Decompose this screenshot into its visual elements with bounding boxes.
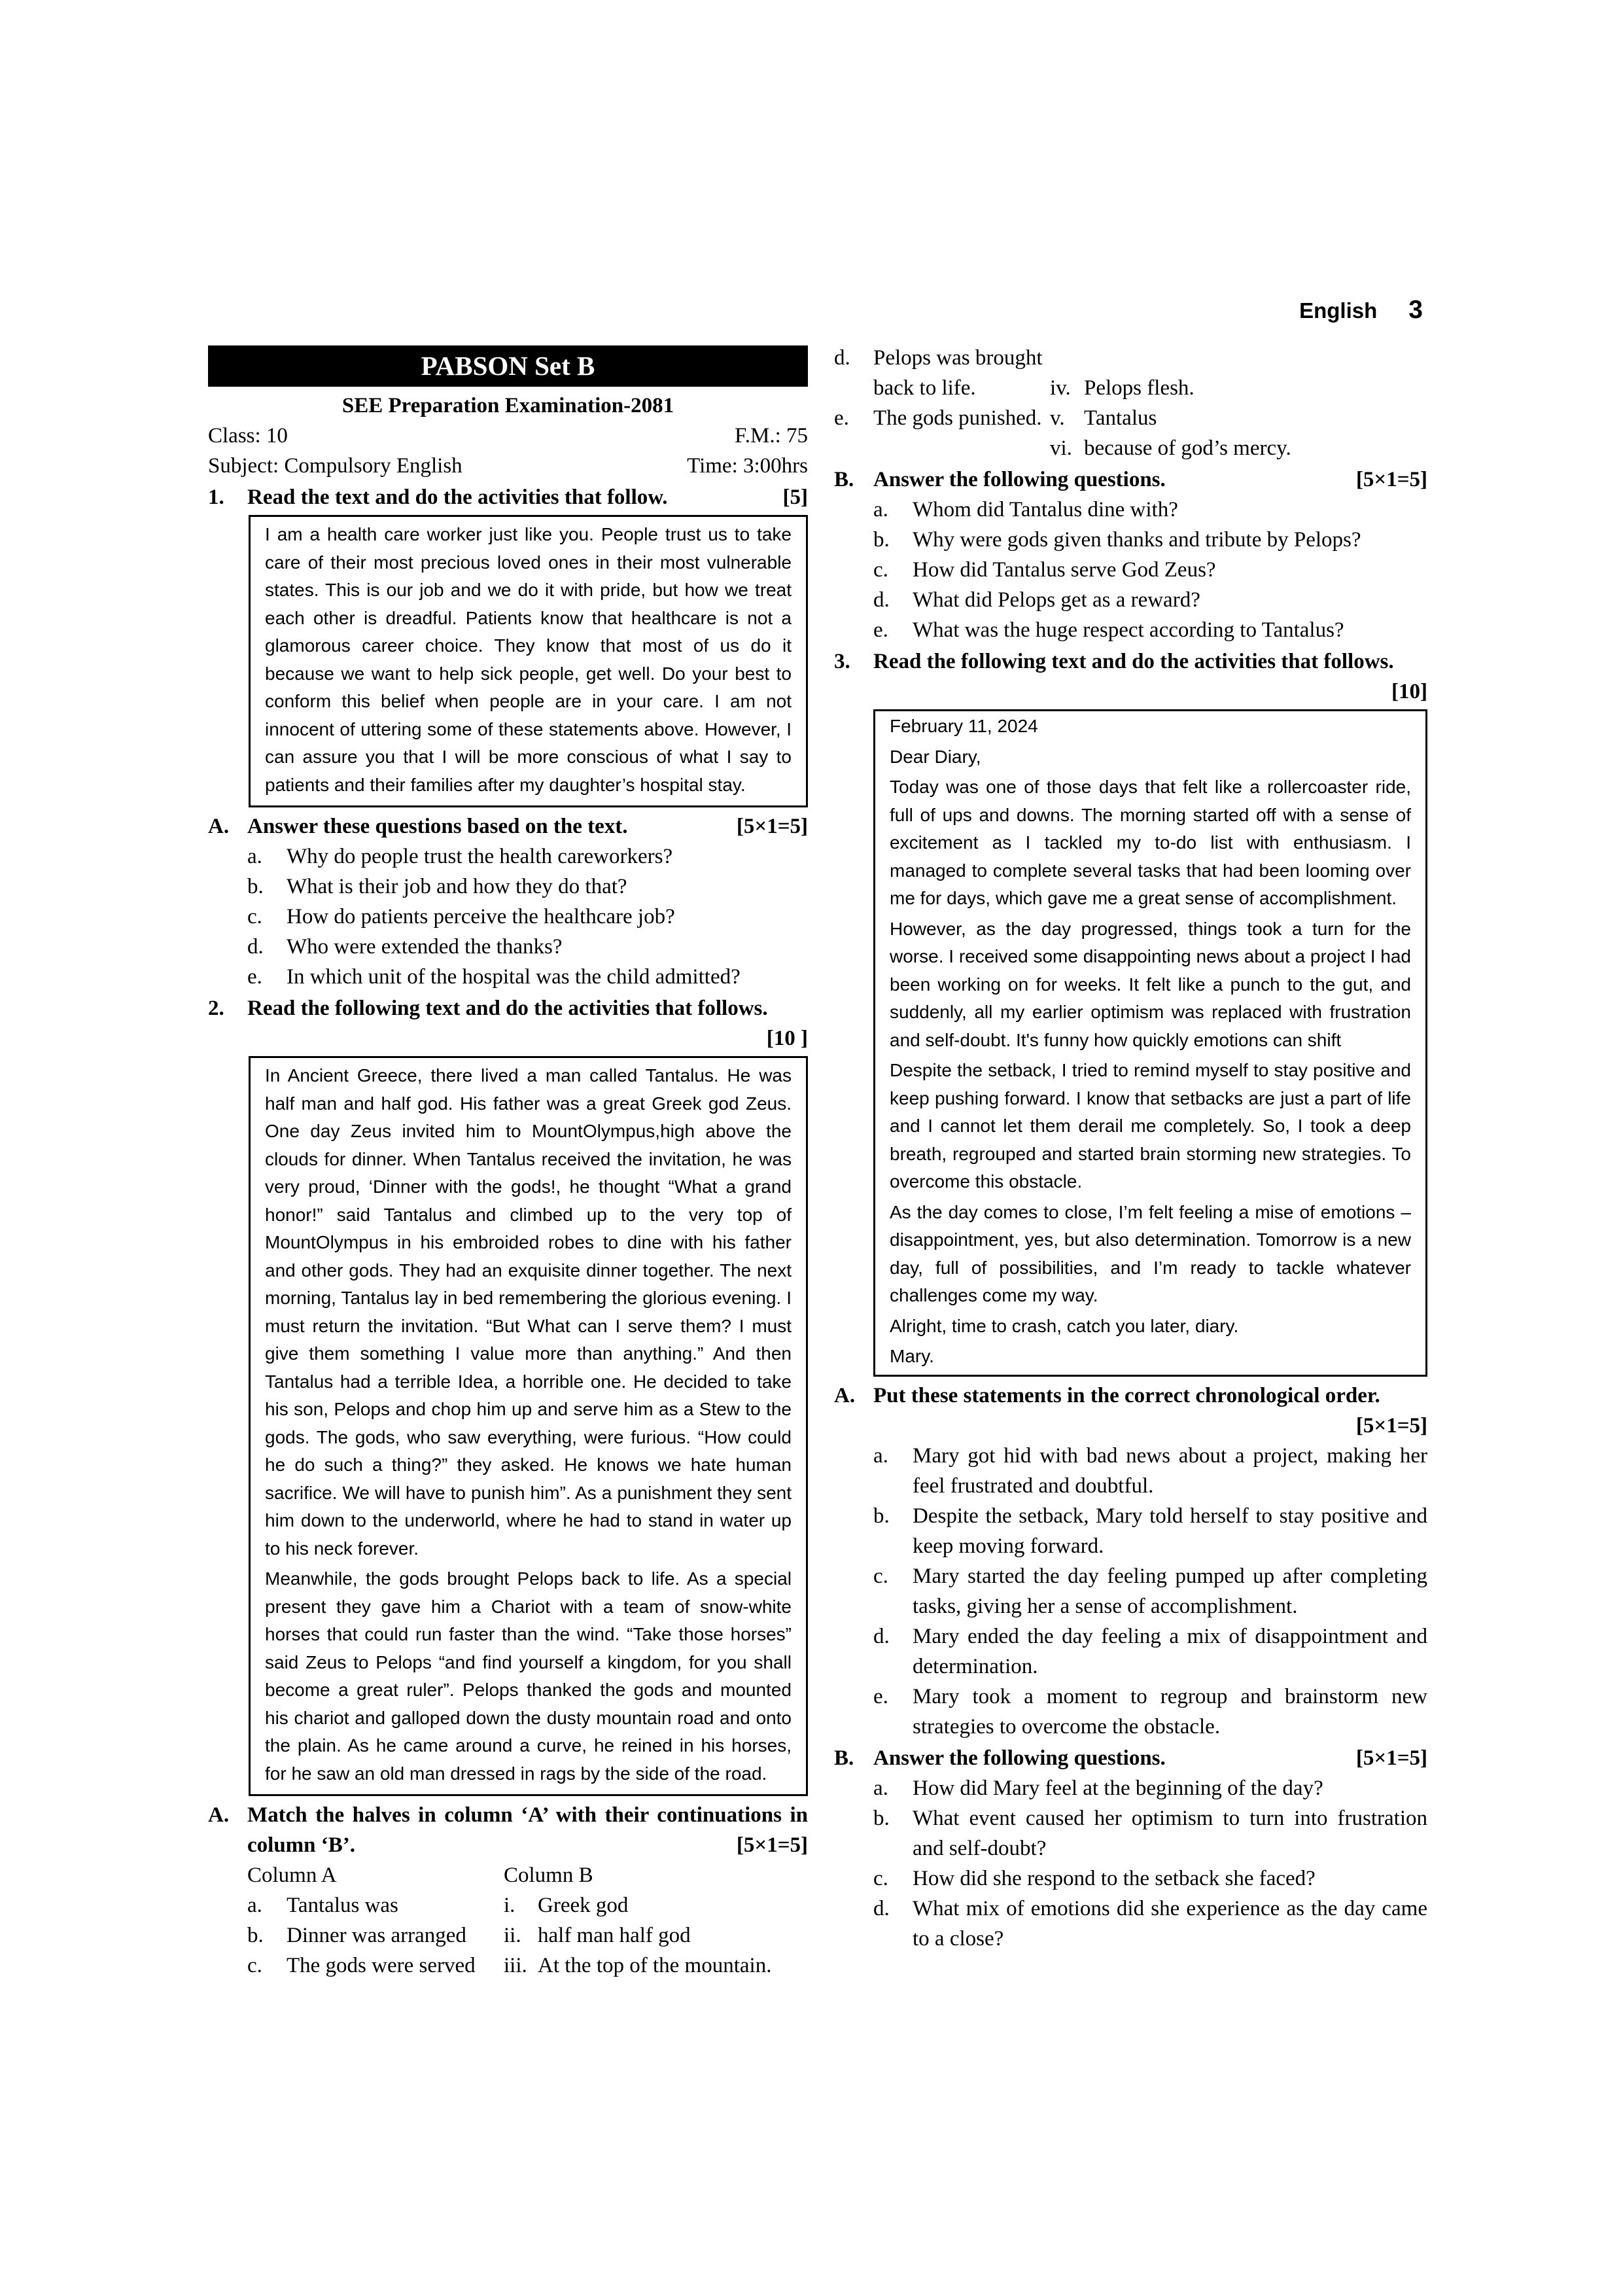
q3-b-marks: [5×1=5] (1355, 1746, 1427, 1770)
list-item: c. How did she respond to the setback she faced? (873, 1866, 1316, 1890)
table-row: e. The gods punished. v. Tantalus (834, 406, 1157, 430)
q3-marks: [10] (1391, 680, 1427, 703)
q3-a-heading (834, 1381, 1427, 1441)
q1-title: Read the text and do the activities that follow. (247, 486, 668, 509)
q1-a-title: Answer these questions based on the text. (247, 815, 628, 838)
match-header-row (247, 1860, 808, 1890)
table-row: a. Tantalus was i. Greek god (247, 1894, 629, 1917)
list-item: c. How did Tantalus serve God Zeus? (873, 558, 1216, 582)
q2-a-title: Match the halves in column ‘A’ with their continuations in column ‘B’. (247, 1803, 808, 1857)
q2-b-marks: [5×1=5] (1355, 468, 1427, 491)
page-number: 3 (1408, 296, 1423, 324)
q2-passage-p1: In Ancient Greece, there lived a man called Tantalus. He was half man and half god. His father was a great Greek god Zeus. One day Zeus invited him to MountOlympus,high above the clouds for dinner. When Tantalus received the invitation, he was very proud, ‘Dinner with the gods!, he thought “What a grand honor!” said Tantalus and climbed up to the very top of MountOlympus in his embroided robes to dine with his father and other gods. They had an exquisite dinner together. The next morning, Tantalus lay in bed remembering the glorious evening. I must return the invitation. “But What can I serve them? I must give them something I value more than anything.” And then Tantalus had a terrible Idea, a horrible one. He decided to take his son, Pelops and chop him up and serve him as a Stew to the gods. The gods, who saw everything, were furious. “How could he do such a thing?” they asked. He knows we hate human sacrifice. We will have to punish him”. As a punishment they sent him down to the underworld, where he had to stand in water up to his neck forever. (265, 1065, 792, 1559)
diary-box (873, 709, 1427, 1377)
q2-heading (208, 993, 808, 1053)
q1-marks: [5] (782, 486, 808, 509)
time-label: Time: 3:00hrs (687, 454, 808, 478)
exam-title: SEE Preparation Examination-2081 (341, 394, 674, 417)
right-column (834, 343, 1427, 1954)
header-subject: English (1299, 298, 1378, 323)
subject-label: Subject: Compulsory English (208, 454, 462, 478)
list-item: a. How did Mary feel at the beginning of the day? (873, 1776, 1323, 1800)
q3-number: 3. (834, 650, 850, 673)
q3-heading (834, 646, 1427, 707)
q3-b-title: Answer the following questions. (873, 1746, 1166, 1770)
list-item: b. Despite the setback, Mary told herself to stay positive and keep moving forward. (873, 1504, 1427, 1558)
match-table-continued (834, 343, 1427, 463)
q3-title: Read the following text and do the activities that follows. (873, 650, 1394, 673)
q3-b-heading (834, 1743, 1427, 1773)
q2-number: 2. (208, 997, 224, 1020)
list-item: b. What event caused her optimism to turn into frustration and self-doubt? (873, 1806, 1427, 1860)
diary-date: February 11, 2024 (890, 716, 1038, 736)
q3-a-list (873, 1441, 1427, 1742)
subject-row (208, 451, 808, 481)
diary-signature: Mary. (890, 1346, 934, 1366)
list-item: e. What was the huge respect according to Tantalus? (873, 618, 1344, 642)
class-row (208, 421, 808, 451)
q3-a-label: A. (834, 1383, 856, 1407)
diary-paragraph-2: However, as the day progressed, things took a turn for the worse. I received some disappointing news about a project I had been working on for weeks. It felt like a punch to the gut, and suddenly, all my earlier optimism was replaced with frustration and self-doubt. It's funny how quickly emotions can shift (890, 918, 1411, 1050)
list-item: a. Whom did Tantalus dine with? (873, 498, 1178, 521)
list-item: b. What is their job and how they do that? (247, 875, 627, 898)
diary-paragraph-3: Despite the setback, I tried to remind myself to stay positive and keep pushing forward. I know that setbacks are just a part of life and I cannot let them derail me completely. So, I took a deep breath, regrouped and started brain storming new strategies. To overcome this obstacle. (890, 1060, 1411, 1192)
diary-paragraph-1: Today was one of those days that felt like a rollercoaster ride, full of ups and downs. The morning started off with a sense of excitement as I tackled my to-do list with enthusiasm. I managed to complete several tasks that had been looming over me for days, which gave me a great sense of accomplishment. (890, 777, 1411, 908)
list-item: e. Mary took a moment to regroup and brainstorm new strategies to overcome the obstacle. (873, 1684, 1427, 1739)
match-table (247, 1860, 808, 1981)
table-row: c. The gods were served iii. At the top of the mountain. (247, 1954, 772, 1977)
q2-a-heading (208, 1800, 808, 1860)
diary-paragraph-5: Alright, time to crash, catch you later, diary. (890, 1315, 1239, 1336)
q2-passage-box (249, 1056, 808, 1796)
q2-passage-p2: Meanwhile, the gods brought Pelops back to life. As a special present they gave him a Chariot with a team of snow-white horses that could run faster than the wind. “Take those horses” said Zeus to Pelops “and find yourself a kingdom, for you shall become a great ruler”. Pelops thanked the gods and mounted his chariot and galloped down the dusty mountain road and onto the plain. As he came around a curve, he reined in his horses, for he saw an old man dressed in rags by the side of the road. (265, 1568, 792, 1784)
q1-a-heading (208, 811, 808, 841)
list-item: a. Mary got hid with bad news about a project, making her feel frustrated and doubtful. (873, 1443, 1427, 1498)
q2-b-title: Answer the following questions. (873, 468, 1166, 491)
left-column (208, 345, 808, 1981)
q2-a-label: A. (208, 1803, 230, 1827)
q3-a-title: Put these statements in the correct chronological order. (873, 1383, 1380, 1407)
list-item: d. Mary ended the day feeling a mix of disappointment and determination. (873, 1624, 1427, 1678)
list-item: c. How do patients perceive the healthcare job? (247, 905, 675, 928)
table-row: b. Dinner was arranged ii. half man half god (247, 1924, 691, 1947)
q2-title: Read the following text and do the activities that follows. (247, 997, 768, 1020)
table-row: vi. because of god’s mercy. (1050, 436, 1291, 460)
full-marks: F.M.: 75 (735, 424, 808, 448)
table-row: d. Pelops was brought back to life. iv. Pelops flesh. (834, 346, 1195, 400)
q2-marks: [10 ] (766, 1027, 808, 1050)
set-banner: PABSON Set B (208, 345, 808, 387)
q1-number: 1. (208, 486, 224, 509)
q1-passage: I am a health care worker just like you. People trust us to take care of their most precious loved ones in their most vulnerable states. This is our job and we do it with pride, but how we treat each other is dreadful. Patients know that healthcare is not a glamorous career choice. They know that most of us do it because we want to help sick people, get well. Do your best to conform this belief when people are in your care. I am not innocent of uttering some of these statements above. However, I can assure you that I will be more conscious of what I say to patients and their families after my daughter’s hospital stay. (265, 524, 792, 795)
q1-heading (208, 482, 808, 512)
q3-a-marks: [5×1=5] (1355, 1413, 1427, 1438)
q2-a-marks: [5×1=5] (736, 1833, 808, 1857)
q2-b-label: B. (834, 468, 854, 491)
list-item: e. In which unit of the hospital was the child admitted? (247, 965, 741, 989)
q3-b-label: B. (834, 1746, 854, 1770)
q1-a-list (247, 841, 808, 992)
list-item: c. Mary started the day feeling pumped up after completing tasks, giving her a sense of accomplishment. (873, 1564, 1427, 1618)
q1-a-marks: [5×1=5] (736, 815, 808, 838)
q2-b-heading (834, 465, 1427, 495)
page-header (1299, 296, 1423, 325)
list-item: d. What did Pelops get as a reward? (873, 588, 1200, 612)
column-b-header: Column B (504, 1863, 593, 1887)
list-item: b. Why were gods given thanks and tribute by Pelops? (873, 528, 1361, 552)
q1-a-label: A. (208, 815, 230, 838)
diary-salutation: Dear Diary, (890, 746, 981, 767)
column-a-header: Column A (247, 1863, 337, 1887)
diary-paragraph-4: As the day comes to close, I’m felt feeling a mise of emotions – disappointment, yes, but also determination. Tomorrow is a new day, full of possibilities, and I’m ready to tackle whatever challenges come my way. (890, 1201, 1411, 1305)
list-item: a. Why do people trust the health careworkers? (247, 845, 673, 868)
list-item: d. What mix of emotions did she experience as the day came to a close? (873, 1896, 1427, 1951)
q3-b-list (873, 1773, 1427, 1954)
q1-passage-box (249, 515, 808, 807)
class-label: Class: 10 (208, 424, 288, 448)
q2-b-list (873, 495, 1427, 645)
list-item: d. Who were extended the thanks? (247, 935, 563, 959)
